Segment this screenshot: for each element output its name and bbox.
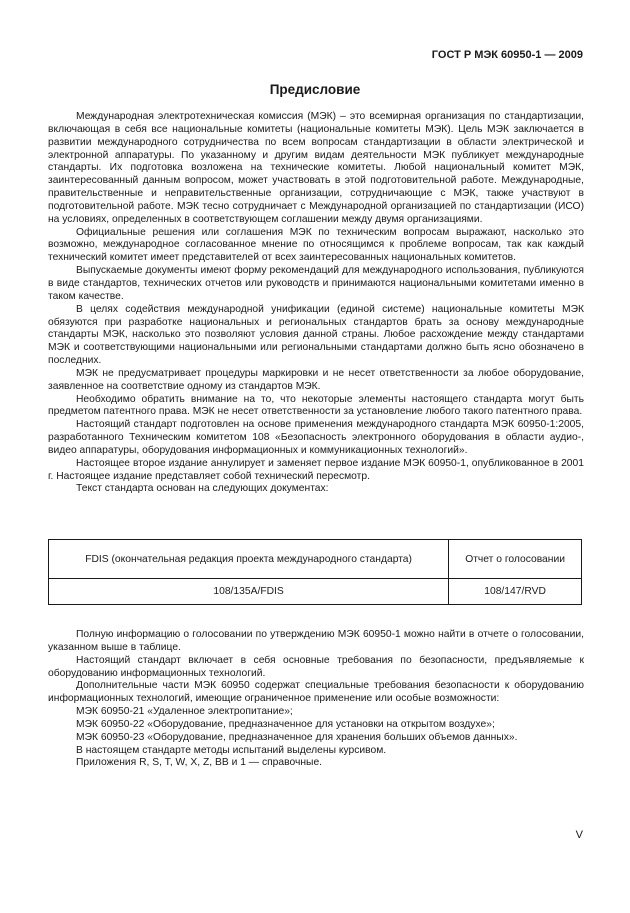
document-header: ГОСТ Р МЭК 60950-1 — 2009 bbox=[431, 49, 583, 61]
table-header-cell: FDIS (окончательная редакция проекта международного стандарта) bbox=[49, 540, 449, 579]
list-item: МЭК 60950-21 «Удаленное электропитание»; bbox=[76, 706, 293, 718]
paragraph: Настоящий стандарт включает в себя основные требования по безопасности, предъявляемые к оборудованию информационных технологий. bbox=[48, 654, 584, 679]
page-title: Предисловие bbox=[269, 82, 361, 97]
paragraph: Необходимо обратить внимание на то, что некоторые элементы настоящего стандарта могут быть предметом патентного права. МЭК не несет ответственности за установление любого такого патентного права. bbox=[48, 393, 584, 418]
page-number: V bbox=[575, 829, 583, 841]
foreword-body-part1 bbox=[48, 111, 584, 496]
paragraph: В настоящем стандарте методы испытаний выделены курсивом. bbox=[76, 744, 387, 756]
paragraph: Официальные решения или соглашения МЭК по техническим вопросам выражают, насколько это возможно, международное согласованное мнение по относящимся к проблеме вопросам, так как каждый технический комитет имеет представителей от всех заинтересованных национальных комитетов. bbox=[48, 226, 584, 264]
table-header-row bbox=[49, 540, 582, 579]
list-item: МЭК 60950-22 «Оборудование, предназначенное для установки на открытом воздухе»; bbox=[76, 718, 495, 730]
table-cell: 108/147/RVD bbox=[449, 579, 582, 605]
paragraph: Настоящий стандарт подготовлен на основе применения международного стандарта МЭК 60950-1:2005, разработанного Техническим комитетом 108 «Безопасность электронного оборудования в области аудио-, видео аппаратуры, оборудования информационных и коммуникационных технологий». bbox=[48, 419, 584, 456]
paragraph: Дополнительные части МЭК 60950 содержат специальные требования безопасности к оборудованию информационных технологий, имеющие ограниченное применение или особые возможности: bbox=[48, 680, 584, 705]
paragraph: В целях содействия международной унификации (единой системе) национальные комитеты МЭК обязуются при разработке национальных и региональных стандартов брать за основу международные стандарты МЭК, насколько это позволяют условия данной страны. Любое расхождение между стандартами МЭК и соответствующими национальными или региональными стандартами должно быть ясно обозначено в последних. bbox=[48, 303, 584, 367]
paragraph: Приложения R, S, T, W, X, Z, BB и 1 — справочные. bbox=[76, 757, 323, 769]
paragraph: МЭК не предусматривает процедуры маркировки и не несет ответственности за любое оборудование, заявленное на соответствие одному из стандартов МЭК. bbox=[48, 367, 584, 392]
table-row bbox=[49, 579, 582, 605]
table-cell: 108/135A/FDIS bbox=[49, 579, 449, 605]
paragraph: Полную информацию о голосовании по утверждению МЭК 60950-1 можно найти в отчете о голосовании, указанном выше в таблице. bbox=[48, 629, 584, 653]
paragraph: Международная электротехническая комиссия (МЭК) – это всемирная организация по стандартизации, включающая в себя все национальные комитеты (национальные комитеты МЭК). Цель МЭК заключается в развитии международного сотрудничества по всем вопросам стандартизации в области электрической и электронной аппаратуры. По указанному и другим видам деятельности МЭК публикует международные стандарты. Их подготовка возложена на технические комитеты. Любой национальный комитет МЭК, заинтересованный данным вопросом, может участвовать в этой подготовительной работе. Международные, правительственные и неправительственные организации, сотрудничающие с МЭК, также участвуют в подготовительной работе. МЭК тесно сотрудничает с Международной организацией по стандартизации (ИСО) на условиях, определенных в соответствующем соглашении между двумя организациями. bbox=[48, 111, 584, 225]
paragraph: Текст стандарта основан на следующих документах: bbox=[76, 483, 329, 495]
list-item: МЭК 60950-23 «Оборудование, предназначенное для хранения больших объемов данных». bbox=[76, 731, 518, 743]
foreword-body-part2 bbox=[48, 629, 584, 770]
voting-documents-table bbox=[48, 539, 582, 605]
paragraph: Выпускаемые документы имеют форму рекомендаций для международного использования, публикуются в виде стандартов, технических отчетов или руководств и принимаются национальными комитетами именно в таком качестве. bbox=[48, 265, 584, 302]
table-header-cell: Отчет о голосовании bbox=[449, 540, 582, 579]
paragraph: Настоящее второе издание аннулирует и заменяет первое издание МЭК 60950-1, опубликованное в 2001 г. Настоящее издание представляет собой технический пересмотр. bbox=[48, 457, 584, 482]
